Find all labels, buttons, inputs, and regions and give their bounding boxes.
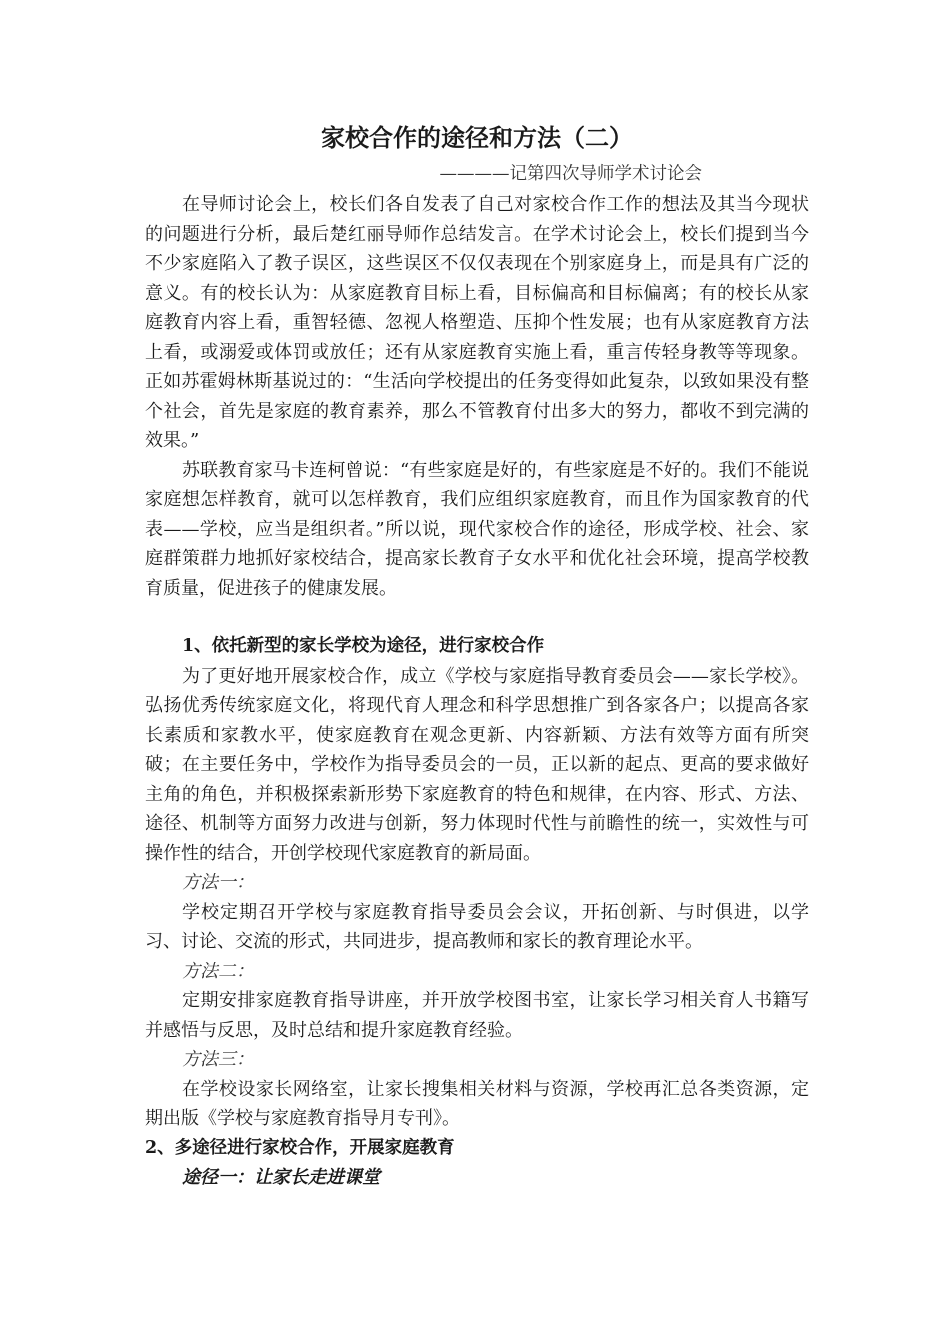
method-3-label: 方法三： [182,1049,254,1070]
way-1-heading: 途径一：让家长走进课堂 [182,1167,380,1188]
method-2-label: 方法二： [182,960,254,982]
method-2-text: 定期安排家庭教育指导讲座，并开放学校图书室，让家长学习相关育人书籍写并感悟与反思，及时总结和提升家庭教育经验。 [145,990,809,1041]
section-1-paragraph: 为了更好地开展家校合作，成立《学校与家庭指导教育委员会——家长学校》。弘扬优秀传统家庭文化，将现代育人理念和科学思想推广到各家各户；以提高各家长素质和家教水平，使家庭教育在观念更新、内容新颖、方法有效等方面有所突破；在主要任务中，学校作为指导委员会的一员，正以新的起点、更高的要求做好主角的角色，并积极探索新形势下家庭教育的特色和规律，在内容、形式、方法、途径、机制等方面努力改进与创新，努力体现时代性与前瞻性的统一，实效性与可操作性的结合，开创学校现代家庭教育的新局面。 [145,665,809,864]
method-3-text: 在学校设家长网络室，让家长搜集相关材料与资源，学校再汇总各类资源，定期出版《学校与家庭教育指导月专刊》。 [145,1078,809,1129]
method-1-text: 学校定期召开学校与家庭教育指导委员会会议，开拓创新、与时俱进，以学习、讨论、交流的形式，共同进步，提高教师和家长的教育理论水平。 [145,901,809,952]
section-2-heading: 2、多途径进行家校合作，开展家庭教育 [145,1137,455,1158]
document-title: 家校合作的途径和方法（二） [321,123,633,152]
intro-paragraph-1: 在导师讨论会上，校长们各自发表了自己对家校合作工作的想法及其当今现状的问题进行分析，最后楚红丽导师作总结发言。在学术讨论会上，校长们提到当今不少家庭陷入了教子误区，这些误区不仅仅表现在个别家庭身上，而是具有广泛的意义。有的校长认为：从家庭教育目标上看，目标偏高和目标偏离；有的校长从家庭教育内容上看，重智轻德、忽视人格塑造、压抑个性发展；也有从家庭教育方法上看，或溺爱或体罚或放任；还有从家庭教育实施上看，重言传轻身教等等现象。正如苏霍姆林斯基说过的：“生活向学校提出的任务变得如此复杂，以致如果没有整个社会，首先是家庭的教育素养，那么不管教育付出多大的努力，都收不到完满的效果。” [145,194,809,451]
section-spacer [145,603,809,632]
intro-paragraph-2: 苏联教育家马卡连柯曾说：“有些家庭是好的，有些家庭是不好的。我们不能说家庭想怎样教育，就可以怎样教育，我们应组织家庭教育，而且作为国家教育的代表——学校，应当是组织者。”所以说，现代家校合作的途径，形成学校、社会、家庭群策群力地抓好家校结合，提高家长教育子女水平和优化社会环境，提高学校教育质量，促进孩子的健康发展。 [145,459,809,599]
document-subtitle: ————记第四次导师学术讨论会 [439,164,702,184]
section-1-heading: 1、依托新型的家长学校为途径，进行家校合作 [182,636,545,656]
document-body [145,118,809,1193]
method-1-label: 方法一： [182,872,254,893]
